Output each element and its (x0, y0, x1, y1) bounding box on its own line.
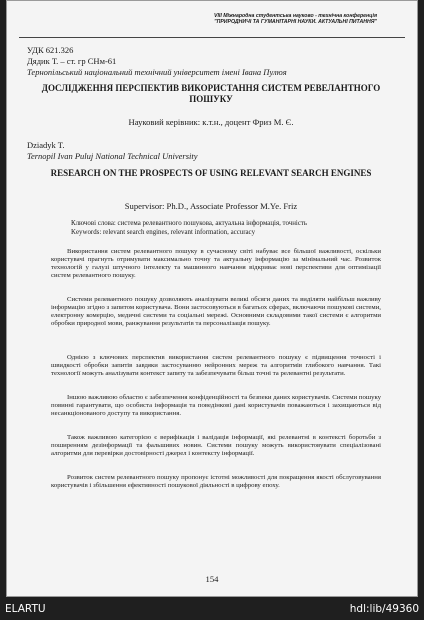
header-divider (19, 37, 405, 38)
conference-line-2: "ПРИРОДНИЧІ ТА ГУМАНІТАРНІ НАУКИ. АКТУАЛЬНІ ПИТАННЯ" (214, 19, 377, 25)
supervisor-en: Supervisor: Ph.D., Associate Professor M.Ye. Friz (124, 201, 298, 211)
title-ua: ДОСЛІДЖЕННЯ ПЕРСПЕКТИВ ВИКОРИСТАННЯ СИСТЕМ РЕВЕЛАНТНОГО ПОШУКУ (41, 83, 381, 104)
body-paragraph-5: Також важливою категорією є верифікація і валідація інформації, які релевантні в контексті боротьби з поширенням дезінформації та фальшивих новин. Системи пошуку можуть використовувати спеціалізовані алгоритми для перевірки достовірності джерел і контексту інформації. (51, 434, 381, 457)
conference-line-1: VIII Міжнародна студентська науково - технічна конференція (214, 13, 377, 19)
keywords-en: Keywords: relevant search engines, relevant information, accuracy (71, 229, 256, 236)
repository-name: ELARTU (5, 603, 46, 615)
author-en: Dziadyk T. (27, 140, 65, 150)
body-paragraph-3: Однією з ключових перспектив використання систем релевантного пошуку є підвищення точності і швидкості обробки запитів завдяки застосуванню нейронних мереж та алгоритмів глибокого навчання. Такі технології можуть аналізувати контекст запиту та забезпечувати більш точні та релевантні результати. (51, 354, 381, 377)
affiliation-en: Ternopil Ivan Puluj National Technical University (27, 151, 198, 161)
body-paragraph-4: Іншою важливою областю є забезпечення конфіденційності та безпеки даних користувачів. Системи пошуку повинні гарантувати, що особиста інформація та поведінкові дані користувачів поважаються і захищаються від несанкціонованого доступу та використання. (51, 394, 381, 417)
title-en: RESEARCH ON THE PROSPECTS OF USING RELEVANT SEARCH ENGINES (50, 168, 372, 178)
body-paragraph-2: Системи релевантного пошуку дозволяють аналізувати великі обсяги даних та виділяти найбільш важливу інформацію згідно з запитом користувача. Вони застосовуються в багатьох сферах, включаючи пошукові системи, електронну комерцію, медичні системи та соціальні мережі. Основними складовими такої системи є алгоритми обробки природної мови, ранжування результатів та персоналізація пошуку. (51, 296, 381, 327)
body-paragraph-6: Розвиток систем релевантного пошуку пропонує істотні можливості для покращення якості обслуговування користувачів і збільшення ефективності пошукової діяльності в цифрову епоху. (51, 474, 381, 489)
page-number: 154 (205, 574, 219, 584)
supervisor-ua: Науковий керівник: к.т.н., доцент Фриз М. Є. (128, 117, 294, 127)
keywords-ua: Ключові слова: система релевантного пошукова, актуальна інформація, точність (71, 220, 308, 227)
udc-code: УДК 621.326 (27, 45, 74, 55)
paper-page (6, 0, 418, 597)
body-paragraph-1: Використання систем релевантного пошуку в сучасному світі набуває все більшої важливості, оскільки користувачі прагнуть отримувати максимально точну та актуальну інформацію за мінімальний час. Розвиток технологій у галузі штучного інтелекту та машинного навчання відкриває нові перспективи для оптимізації систем релевантного пошуку. (51, 248, 381, 279)
author-ua: Дядик Т. – ст. гр СНм-61 (27, 56, 117, 66)
affiliation-ua: Тернопільський національний технічний університет імені Івана Пулюя (27, 67, 287, 77)
viewer-footer-bar (0, 597, 424, 620)
handle-identifier: hdl:lib/49360 (349, 603, 419, 615)
